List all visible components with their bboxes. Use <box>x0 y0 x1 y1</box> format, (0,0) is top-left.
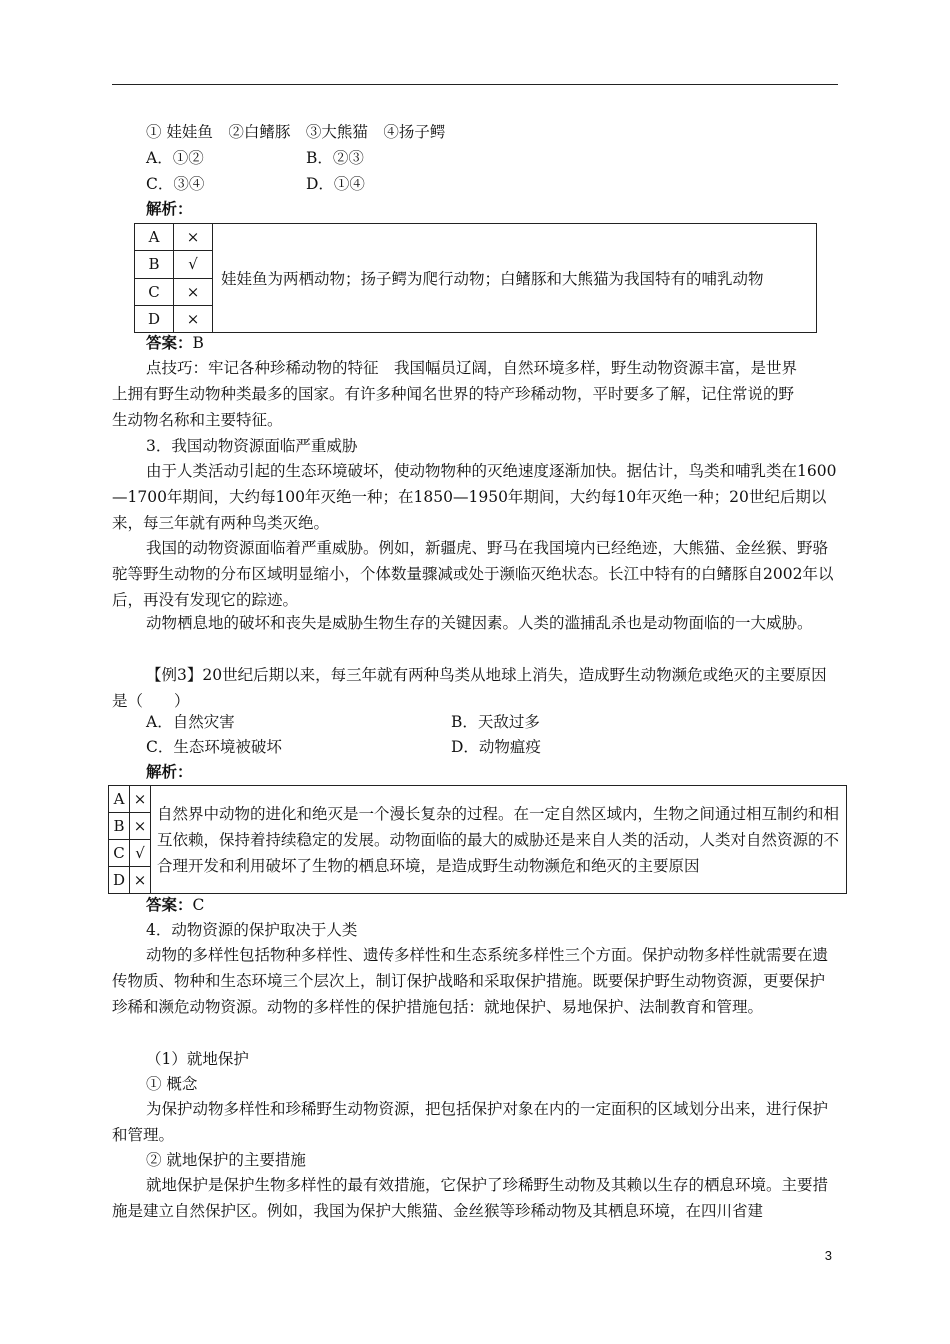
q2-analysis-table <box>134 223 817 333</box>
ex3-row-b-letter: B <box>109 813 130 840</box>
q2-option-b: B．②③ <box>306 149 364 167</box>
sec4-sub-heading-1: （1）就地保护 <box>146 1050 249 1068</box>
sec4-heading: 4．动物资源的保护取决于人类 <box>146 921 358 939</box>
tip-line-2: 上拥有野生动物种类最多的国家。有许多种闻名世界的特产珍稀动物，平时要多了解，记住常说的野 <box>112 385 795 403</box>
ex3-options-row1 <box>146 710 540 734</box>
tip-line-3: 生动物名称和主要特征。 <box>112 411 283 429</box>
q2-row-b-mark: √ <box>174 251 213 278</box>
ex3-row-a-mark: × <box>130 786 151 813</box>
q2-options-row1 <box>146 146 364 170</box>
q2-answer-label: 答案： <box>146 333 193 352</box>
q2-option-c: C．③④ <box>146 175 205 193</box>
sec4-paragraph-3: 就地保护是保护生物多样性的最有效措施，它保护了珍稀野生动物及其赖以生存的栖息环境。主要措施是建立自然保护区。例如，我国为保护大熊猫、金丝猴等珍稀动物及其栖息环境，在四川省建 <box>112 1176 829 1220</box>
q2-row-d-letter: D <box>135 305 174 332</box>
q2-option-d: D．①④ <box>306 175 365 193</box>
sec4-sub-concept: ① 概念 <box>146 1075 198 1093</box>
ex3-options-row2 <box>146 735 541 759</box>
q2-answer <box>146 331 204 355</box>
header-rule <box>112 84 838 85</box>
sec4-paragraph-1: 动物的多样性包括物种多样性、遗传多样性和生态系统多样性三个方面。保护动物多样性就需要在遗传物质、物种和生态环境三个层次上，制订保护战略和采取保护措施。既要保护野生动物资源，更要保护珍稀和濒危动物资源。动物的多样性的保护措施包括：就地保护、易地保护、法制教育和管理。 <box>112 946 829 1016</box>
ex3-row-b-mark: × <box>130 813 151 840</box>
sec4-sub-measures: ② 就地保护的主要措施 <box>146 1151 306 1169</box>
q2-row-a-mark: × <box>174 224 213 251</box>
ex3-analysis-table <box>108 785 847 894</box>
ex3-option-d: D．动物瘟疫 <box>451 738 541 756</box>
q2-row-c-letter: C <box>135 278 174 305</box>
sec3-paragraph-2: 我国的动物资源面临着严重威胁。例如，新疆虎、野马在我国境内已经绝迹，大熊猫、金丝猴、野骆驼等野生动物的分布区域明显缩小，个体数量骤减或处于濒临灭绝状态。长江中特有的白鳍豚自2002年以后，再没有发现它的踪迹。 <box>112 539 834 609</box>
ex3-explanation: 自然界中动物的进化和绝灭是一个漫长复杂的过程。在一定自然区域内，生物之间通过相互制约和相互依赖，保持着持续稳定的发展。动物面临的最大的威胁还是来自人类的活动，人类对自然资源的不合理开发和利用破坏了生物的栖息环境，是造成野生动物濒危和绝灭的主要原因 <box>151 786 847 894</box>
q2-explanation: 娃娃鱼为两栖动物；扬子鳄为爬行动物；白鳍豚和大熊猫为我国特有的哺乳动物 <box>213 224 817 333</box>
q2-row-b-letter: B <box>135 251 174 278</box>
q2-row-a-letter: A <box>135 224 174 251</box>
ex3-option-b: B．天敌过多 <box>451 713 540 731</box>
q2-jiexi-label: 解析： <box>146 199 193 218</box>
tip-line-1: 点技巧：牢记各种珍稀动物的特征 我国幅员辽阔，自然环境多样，野生动物资源丰富，是世界 <box>146 359 798 377</box>
sec3-paragraph-3: 动物栖息地的破坏和丧失是威胁生物生存的关键因素。人类的滥捕乱杀也是动物面临的一大威胁。 <box>146 614 813 632</box>
q2-option-a: A．①② <box>146 149 204 167</box>
ex3-option-a: A．自然灾害 <box>146 713 235 731</box>
ex3-option-c: C．生态环境被破坏 <box>146 738 282 756</box>
q2-options-row2 <box>146 172 365 196</box>
ex3-stem: 【例3】20世纪后期以来，每三年就有两种鸟类从地球上消失，造成野生动物濒危或绝灭的主要原因是（ ） <box>112 666 827 710</box>
ex3-answer-value: C <box>192 896 205 914</box>
q2-items: ① 娃娃鱼 ②白鳍豚 ③大熊猫 ④扬子鳄 <box>146 123 446 141</box>
sec3-heading: 3．我国动物资源面临严重威胁 <box>146 437 358 455</box>
sec3-paragraph-1: 由于人类活动引起的生态环境破坏，使动物物种的灭绝速度逐渐加快。据估计，鸟类和哺乳类在1600—1700年期间，大约每100年灭绝一种；在1850—1950年期间，大约每10年灭绝一种；20世纪后期以来，每三年就有两种鸟类灭绝。 <box>112 462 837 532</box>
ex3-jiexi-label: 解析： <box>146 762 193 781</box>
ex3-answer-label: 答案： <box>146 895 193 914</box>
ex3-row-d-letter: D <box>109 867 130 894</box>
q2-row-c-mark: × <box>174 278 213 305</box>
ex3-row-a-letter: A <box>109 786 130 813</box>
ex3-row-c-letter: C <box>109 840 130 867</box>
q2-answer-value: B <box>192 334 204 352</box>
page-number: 3 <box>824 1248 832 1263</box>
ex3-row-c-mark: √ <box>130 840 151 867</box>
sec4-paragraph-2: 为保护动物多样性和珍稀野生动物资源，把包括保护对象在内的一定面积的区域划分出来，进行保护和管理。 <box>112 1100 829 1144</box>
ex3-row-d-mark: × <box>130 867 151 894</box>
ex3-answer <box>146 893 204 917</box>
q2-row-d-mark: × <box>174 305 213 332</box>
